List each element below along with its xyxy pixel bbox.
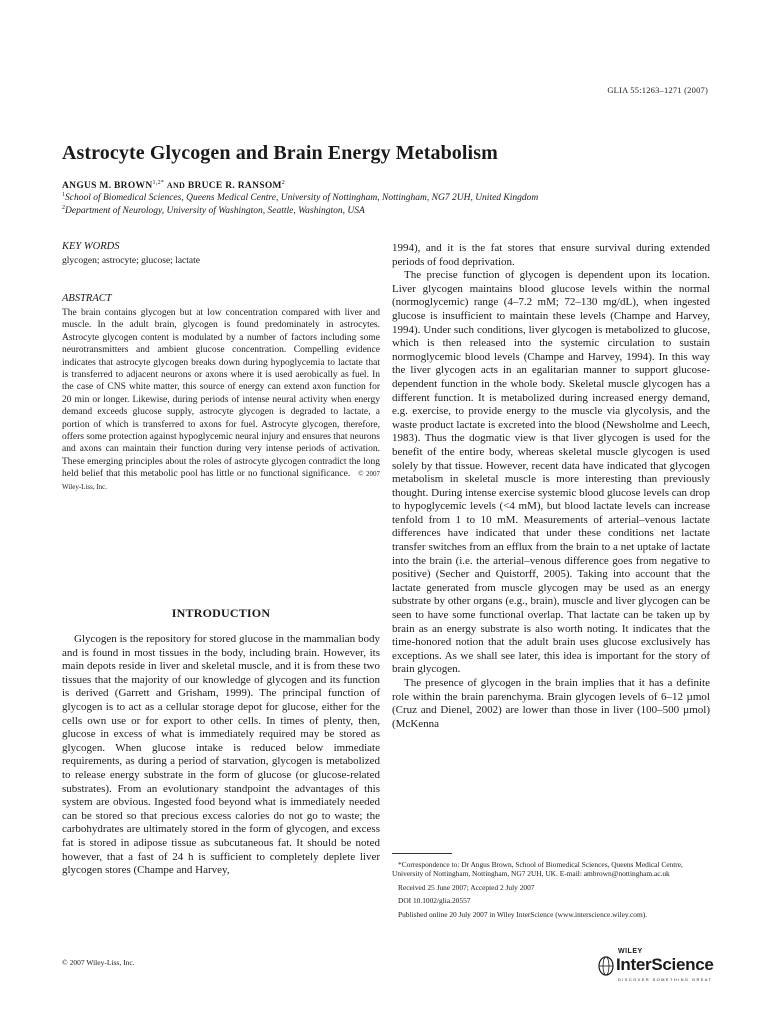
keywords-text: glycogen; astrocyte; glucose; lactate	[62, 256, 200, 266]
footnote-doi: DOI 10.1002/glia.20557	[398, 896, 471, 906]
wiley-interscience-logo	[598, 948, 714, 984]
article-title: Astrocyte Glycogen and Brain Energy Metabolism	[62, 142, 498, 164]
footnote-divider	[392, 853, 452, 854]
logo-wiley-text: WILEY	[618, 948, 643, 955]
introduction-body	[62, 633, 380, 878]
introduction-heading: INTRODUCTION	[171, 606, 271, 620]
affiliation-2-text: Department of Neurology, University of Washington, Seattle, Washington, USA	[65, 206, 365, 217]
footnote-published: Published online 20 July 2007 in Wiley InterScience (www.interscience.wiley.com).	[398, 909, 648, 919]
affiliation-1	[62, 192, 538, 203]
affiliation-2	[62, 205, 365, 216]
right-paragraph-3: The presence of glycogen in the brain implies that it has a definite role within the brain parenchyma. Brain glycogen levels of 6–12 µmol (Cruz and Dienel, 2002) are lower than those in liver (100–500 µmol) (McKenna	[392, 677, 710, 730]
footnote-block	[392, 860, 710, 923]
right-paragraph-1: 1994), and it is the fat stores that ensure survival during extended periods of food deprivation.	[392, 242, 710, 268]
author-2-name: BRUCE R. RANSOM	[187, 181, 282, 192]
author-conjunction: AND	[166, 181, 186, 191]
footer-copyright: © 2007 Wiley-Liss, Inc.	[62, 958, 135, 967]
abstract-text: The brain contains glycogen but at low concentration compared with liver and muscle. In the adult brain, glycogen is found predominately in astrocytes. Astrocyte glycogen content is modulated by a number of factors including some neurotransmitters and ambient glucose concentration. Compelling evidence indicates that astrocyte glycogen breaks down during hypoglycemia to lactate that is transferred to adjacent neurons or axons where it is used aerobically as fuel. In the case of CNS white matter, this source of energy can extend axon function for 20 min or longer. Likewise, during periods of intense neural activity when energy demand exceeds glucose supply, astrocyte glycogen is degraded to lactate, a portion of which is transferred to axons for fuel. Astrocyte glycogen, therefore, offers some protection against hypoglycemic neural injury and ensures that neurons and axons can maintain their function during very intense periods of activation. These emerging principles about the roles of astrocyte glycogen contradict the long held belief that this metabolic pool has little or no functional significance.	[62, 308, 380, 480]
author-line	[62, 180, 285, 191]
footnote-correspondence: *Correspondence to: Dr Angus Brown, School of Biomedical Sciences, Queens Medical Centre, University of Nottingham, Nottingham, NG7 2UH, UK. E-mail: ambrown@nottingham.ac.uk	[392, 860, 683, 879]
author-2-superscript: 2	[281, 180, 286, 186]
logo-tagline: DISCOVER SOMETHING GREAT	[618, 977, 713, 982]
abstract-copyright: © 2007 Wiley-Liss, Inc.	[62, 470, 380, 491]
journal-reference: GLIA 55:1263–1271 (2007)	[607, 85, 708, 95]
logo-interscience-text: InterScience	[616, 955, 714, 974]
affiliation-1-marker: 1	[62, 192, 65, 198]
affiliation-2-marker: 2	[62, 205, 65, 211]
author-1-superscript: 1,2*	[152, 180, 165, 186]
right-column-body	[392, 242, 710, 731]
globe-icon	[598, 956, 614, 976]
affiliation-1-text: School of Biomedical Sciences, Queens Medical Centre, University of Nottingham, Nottingham, NG7 2UH, United Kingdom	[65, 193, 539, 204]
footnote-received: Received 25 June 2007; Accepted 2 July 2007	[398, 882, 535, 892]
author-1-name: ANGUS M. BROWN	[62, 181, 153, 192]
right-paragraph-2: The precise function of glycogen is dependent upon its location. Liver glycogen maintains blood glucose levels within the normal (normoglycemic) range (4–7.2 mM; 72–130 mg/dL), when ingested glucose is insufficient to maintain these levels (Champe and Harvey, 1994). Under such conditions, liver glycogen is metabolized to glucose, which is then released into the systemic circulation to sustain normoglycemic blood levels (Champe and Harvey, 1994). In this way the liver glycogen acts in an egalitarian manner to support glucose-dependent function in the whole body. Skeletal muscle glycogen has a different function. It is metabolized during increased energy demand, e.g. exercise, to provide energy to the muscle via glycolysis, and the waste product lactate is excreted into the blood (Newsholme and Leech, 1983). Thus the dogmatic view is that liver glycogen is used for the benefit of the entire body, whereas skeletal muscle glycogen is used solely by that tissue. However, recent data have indicated that glycogen metabolism in skeletal muscle is more interesting than previously thought. During intense exercise systemic blood glucose levels can drop to hypoglycemic levels (<4 mM), but blood lactate levels can increase tenfold from 1 to 10 mM. Measurements of arterial–venous lactate differences have indicated that under these conditions net lactate transfer switches from an efflux from the brain to a net uptake of lactate into the brain (i.e. the arterial–venous difference goes from negative to positive) (Secher and Quistorff, 2005). Taking into account that the lactate generated from muscle glycogen may be used as an energy substrate by other organs (e.g., brain), muscle and liver glycogen can be seen to have some functional overlap. That lactate can be taken up by brain as an energy substrate is also worth noting. It indicates that the time-honored notion that the adult brain uses glucose exclusively has exceptions. As we shall see later, this idea is important for the story of brain glycogen.	[392, 269, 710, 676]
keywords-heading: KEY WORDS	[62, 241, 120, 252]
abstract-body	[62, 307, 380, 493]
introduction-paragraph-1: Glycogen is the repository for stored glucose in the mammalian body and is found in most tissues in the body, including brain. However, its main depots reside in liver and skeletal muscle, and it is from these two tissues that the majority of our knowledge of glycogen and its function is derived (Garrett and Grisham, 1999). The principal function of glycogen is to act as a cellular storage depot for glucose, either for the cells own use or for export to other cells. In times of plenty, then, glucose in excess of what is immediately required may be stored as glycogen. When glucose intake is reduced below immediate requirements, as during a period of starvation, glycogen is metabolized to release energy substrate in the form of glucose (or glucose-related substrates). From an evolutionary standpoint the advantages of this system are obvious. Ingested food beyond what is immediately needed can be stored so that precious excess calories do not go to waste; the carbohydrates are ultimately stored in the form of glycogen, and excess fat is stored in adipose tissue as subcutaneous fat. It should be noted however, that a fast of 24 h is sufficient to completely deplete liver glycogen stores (Champe and Harvey,	[62, 633, 380, 877]
abstract-heading: ABSTRACT	[62, 293, 112, 304]
